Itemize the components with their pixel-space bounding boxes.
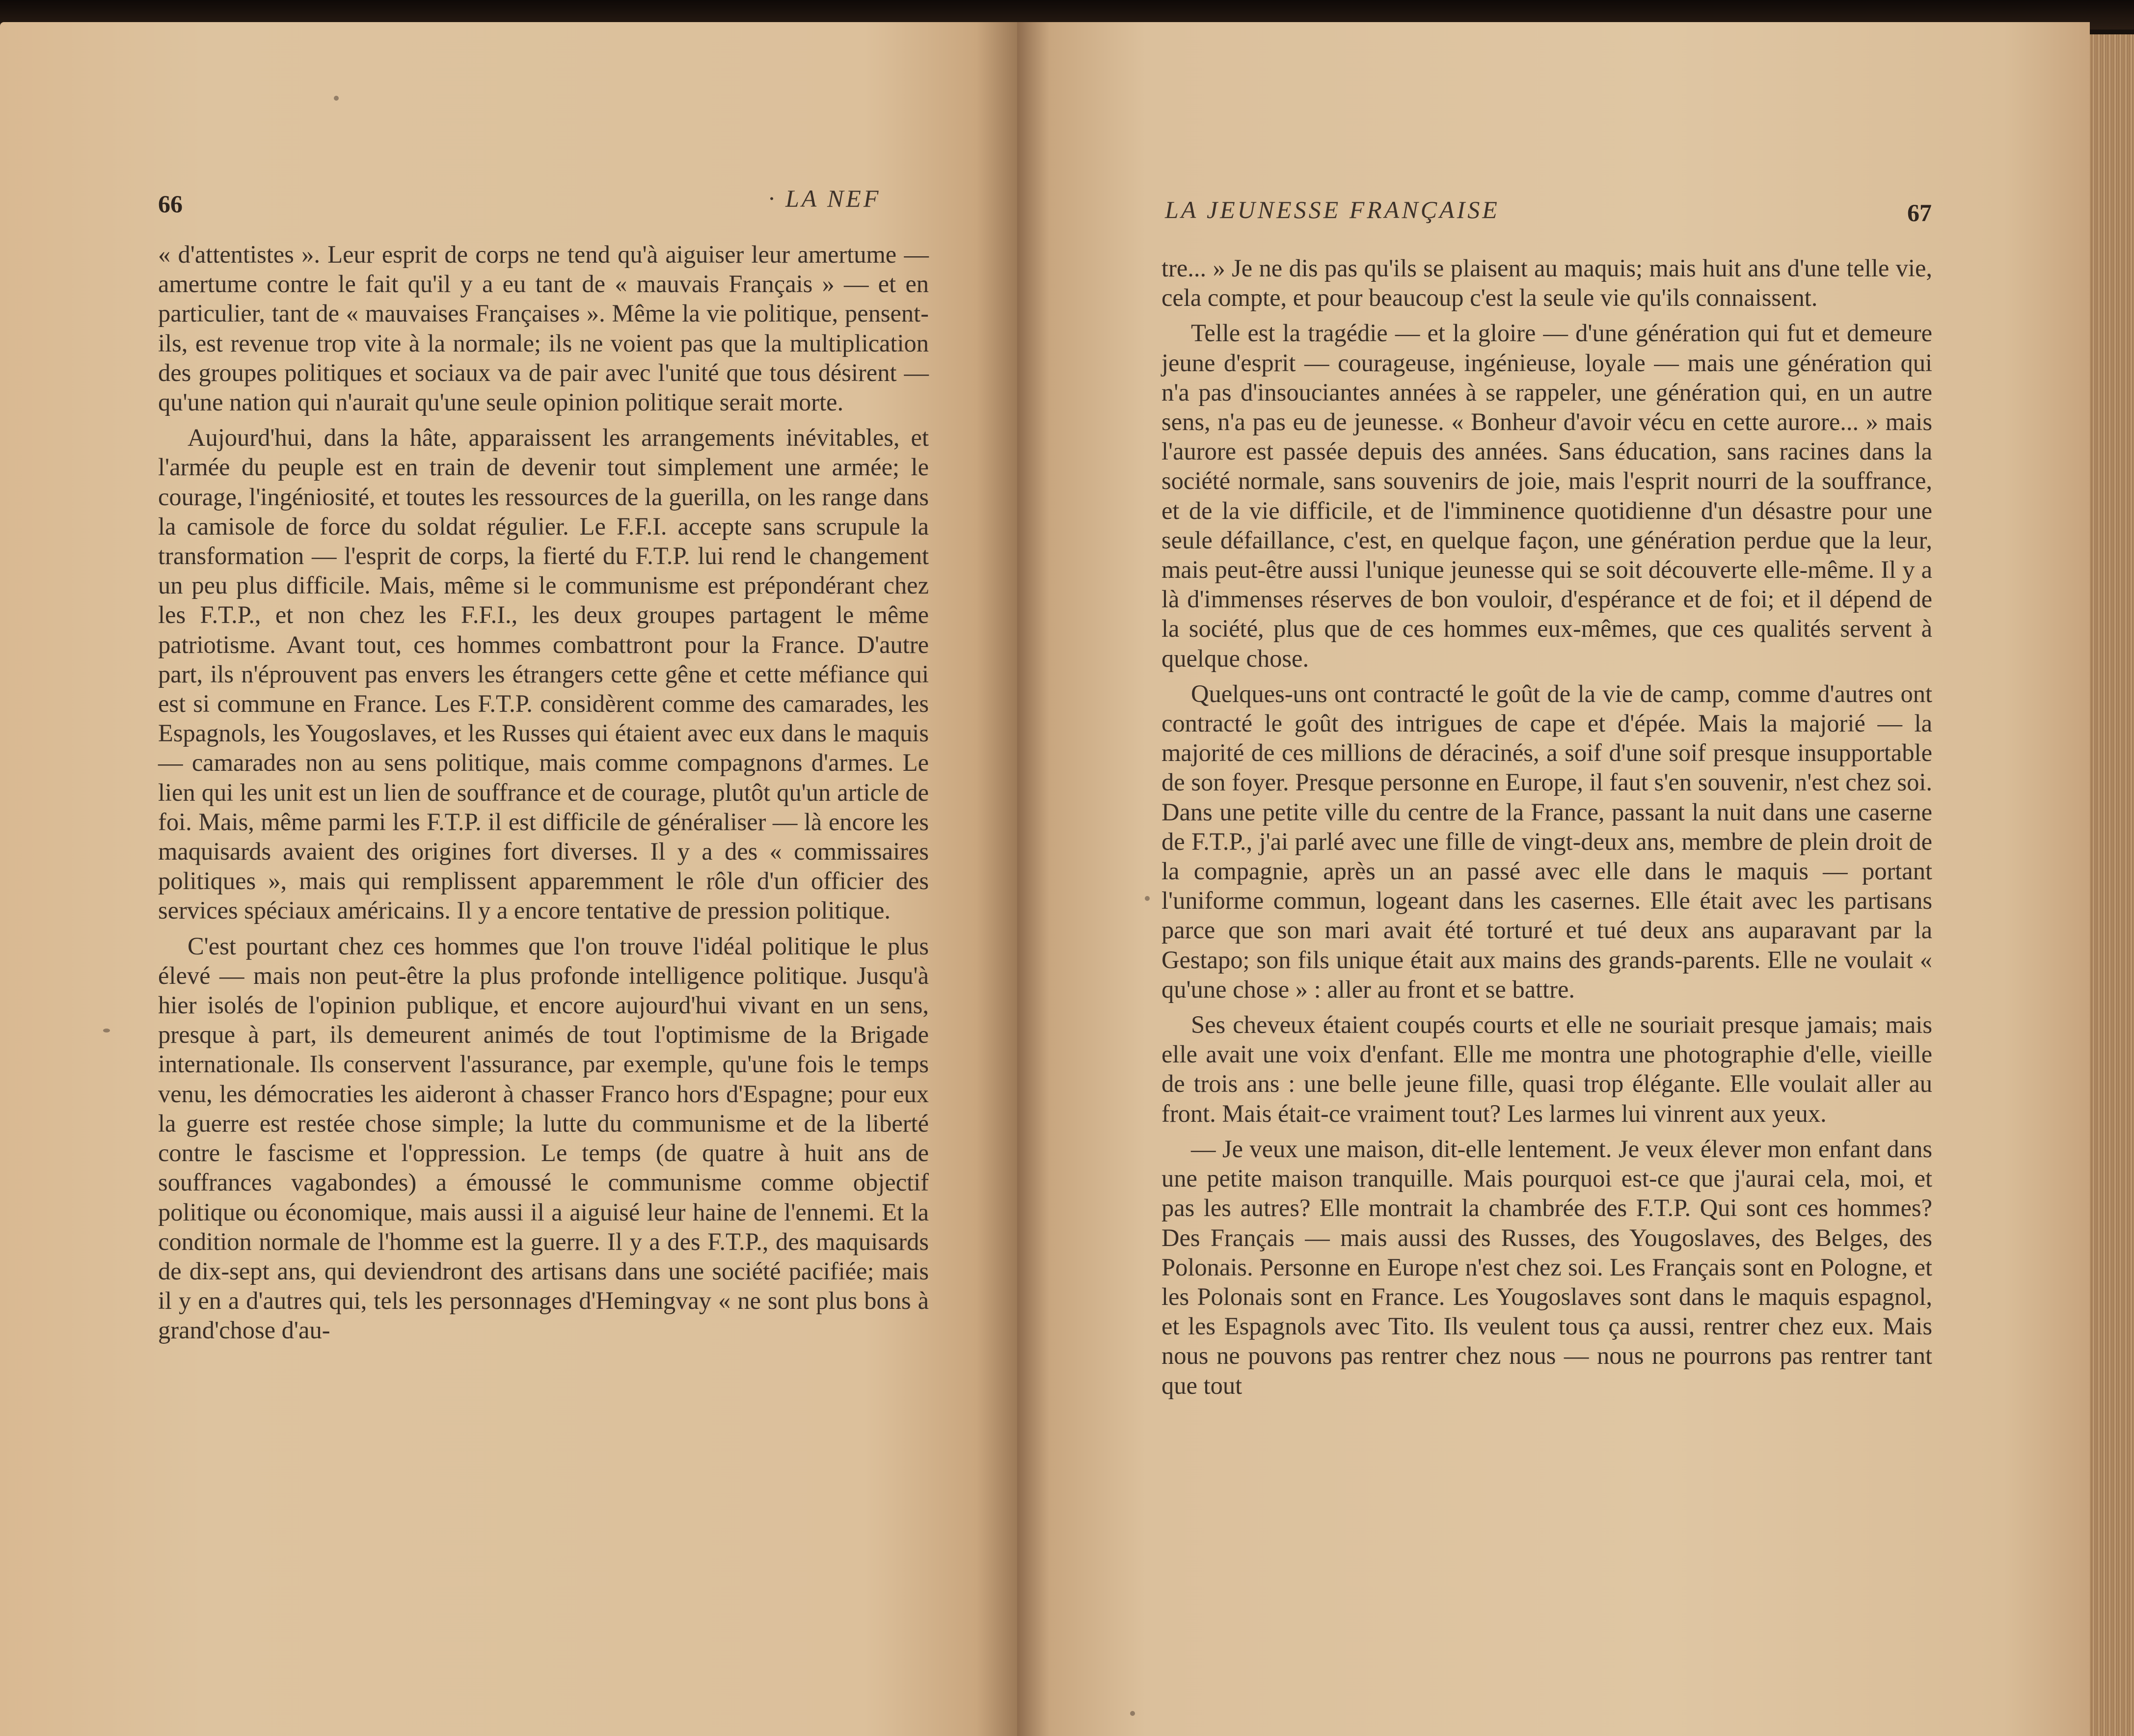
paragraph: Aujourd'hui, dans la hâte, apparaissent les arrangements inévitables, et l'armée du peuple est en train de devenir tout simplement une armée; le courage, l'ingéniosité, et toutes les ressources de la guerilla, on les range dans la camisole de force du soldat régulier. Le F.F.I. accepte sans scrupule la transformation — l'esprit de corps, la fierté du F.T.P. lui rend le changement un peu plus difficile. Mais, même si le communisme est prépondérant chez les F.T.P., et non chez les F.F.I., les deux groupes partagent le même patriotisme. Avant tout, ces hommes combattront pour la France. D'autre part, ils n'éprouvent pas envers les étrangers cette gêne et cette méfiance qui est si commune en France. Les F.T.P. considèrent comme des camarades, les Espagnols, les Yougoslaves, et les Russes qui étaient avec eux dans le maquis — camarades non au sens politique, mais comme compagnons d'armes. Le lien qui les unit est un lien de souffrance et de courage, plutôt qu'un article de foi. Mais, même parmi les F.T.P. il est difficile de généraliser — là encore les maquisards avaient des origines fort diverses. Il y a des « commissaires politiques », mais qui remplissent apparemment le rôle d'un officier des services spéciaux américains. Il y a encore tentative de pression politique. — [158, 424, 929, 924]
paper-speck — [334, 96, 339, 101]
left-page-number: 66 — [158, 190, 183, 217]
left-text-column — [158, 240, 929, 1345]
page-edges — [2090, 34, 2134, 1736]
paper-speck — [1145, 896, 1150, 901]
paper-speck — [1130, 1711, 1135, 1716]
paragraph: C'est pourtant chez ces hommes que l'on trouve l'idéal politique le plus élevé — mais non peut-être la plus profonde intelligence politique. Jusqu'à hier isolés de l'opinion publique, et encore aujourd'hui vivant en un sens, presque à part, ils demeurent animés de tout l'optimisme de la Brigade internationale. Ils conservent l'assurance, par exemple, qu'une fois le temps venu, les démocraties les aideront à chasser Franco hors d'Espagne; pour eux la guerre est restée chose simple; la lutte du communisme et de la liberté contre le fascisme et l'oppression. Le temps (de quatre à huit ans de souffrances vagabondes) a émoussé le communisme comme objectif politique ou économique, mais aussi il a aiguisé leur haine de l'ennemi. Et la condition normale de l'homme est la guerre. Il y a des F.T.P., des maquisards de dix-sept ans, qui deviendront des artisans dans une société pacifiée; mais il y en a d'autres qui, tels les personnages d'Hemingvay « ne sont plus bons à grand'chose d'au- — [158, 932, 929, 1344]
right-text-column — [1162, 253, 1932, 1400]
paragraph: Telle est la tragédie — et la gloire — d'une génération qui fut et demeure jeune d'esprit — courageuse, ingénieuse, loyale — mais une génération qui n'a pas d'insouciantes années à se rappeler, une génération qui, en un autre sens, n'a pas eu de jeunesse. « Bonheur d'avoir vécu en cette aurore... » mais l'aurore est passée depuis des années. Sans éducation, sans racines dans la société normale, sans souvenirs de joie, mais l'esprit nourri de la souffrance, et de la vie difficile, et de l'imminence quotidienne d'un désastre pour une seule défaillance, c'est, en quelque façon, une génération perdue que la leur, mais peut-être aussi l'unique jeunesse qui se soit découverte elle-même. Il y a là d'immenses réserves de bon vouloir, d'espérance et de foi; et il dépend de la société, plus que de ces hommes eux-mêmes, que ces qualités servent à quelque chose. — [1162, 319, 1932, 672]
right-running-head: LA JEUNESSE FRANÇAISE — [1165, 196, 1500, 223]
paragraph: Ses cheveux étaient coupés courts et elle ne souriait presque jamais; mais elle avait une voix d'enfant. Elle me montra une photographie d'elle, vieille de trois ans : une belle jeune fille, quasi trop élégante. Elle voulait aller au front. Mais était-ce vraiment tout? Les larmes lui vinrent aux yeux. — [1162, 1011, 1932, 1127]
left-running-head: · LA NEF — [768, 185, 881, 212]
paragraph: Quelques-uns ont contracté le goût de la vie de camp, comme d'autres ont contracté le goût des intrigues de cape et d'épée. Mais la majorié — la majorité de ces millions de déracinés, a soif d'une soif presque insupportable de son foyer. Presque personne en Europe, il faut s'en souvenir, n'est chez soi. Dans une petite ville du centre de la France, passant la nuit dans une caserne de F.T.P., j'ai parlé avec une fille de vingt-deux ans, membre de plein droit de la compagnie, après un an passé avec elle dans le maquis — portant l'uniforme commun, logeant dans les casernes. Elle était avec les partisans parce que son mari avait été torturé et tué deux ans auparavant par la Gestapo; son fils unique était aux mains des grands-parents. Elle ne voulait « qu'une chose » : aller au front et se battre. — [1162, 679, 1932, 1003]
paper-speck — [103, 1029, 110, 1032]
paragraph: « d'attentistes ». Leur esprit de corps ne tend qu'à aiguiser leur amertume — amertume contre le fait qu'il y a eu tant de « mauvais Français » — et en particulier, tant de « mauvaises Françaises ». Même la vie politique, pensent-ils, est revenue trop vite à la normale; ils ne voient pas que la multiplication des groupes politiques et sociaux va de pair avec l'unité que tous désirent — qu'une nation qui n'aurait qu'une seule opinion politique serait morte. — [158, 241, 929, 416]
right-page-number: 67 — [1907, 199, 1932, 226]
paragraph: — Je veux une maison, dit-elle lentement. Je veux élever mon enfant dans une petite maison tranquille. Mais pourquoi est-ce que j'aurai cela, moi, et pas les autres? Elle montrait la chambrée des F.T.P. Qui sont ces hommes? Des Français — mais aussi des Russes, des Yougoslaves, des Belges, des Polonais. Personne en Europe n'est chez soi. Les Français sont en Pologne, et les Polonais sont en France. Les Yougoslaves sont dans le maquis espagnol, et les Espagnols avec Tito. Ils veulent tous ça aussi, rentrer chez eux. Mais nous ne pouvons pas rentrer chez nous — nous ne pourrons pas rentrer tant que tout — [1162, 1135, 1932, 1399]
paragraph: tre... » Je ne dis pas qu'ils se plaisent au maquis; mais huit ans d'une telle vie, cela compte, et pour beaucoup c'est la seule vie qu'ils connaissent. — [1162, 254, 1932, 312]
